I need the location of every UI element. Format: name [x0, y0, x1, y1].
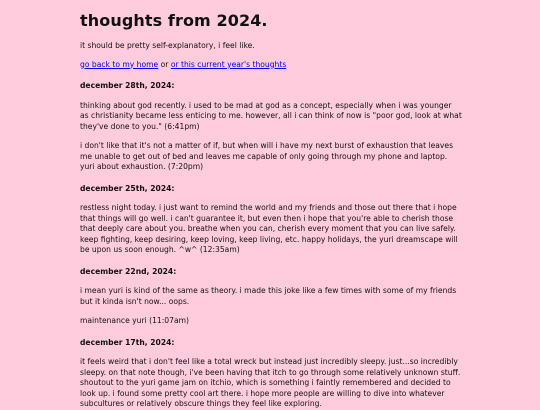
entry-paragraph: i don't like that it's not a matter of if, but when will i have my next burst of exhaustion that leaves me unable to get out of bed and leaves me capable of only going through my phone and laptop. yuri about exhaustion. (7:20pm)	[80, 141, 454, 171]
entry-paragraph: i mean yuri is kind of the same as theory. i made this joke like a few times with some of my friends but it kinda isn't now... oops.	[80, 286, 457, 306]
current-year-link[interactable]: or this current year's thoughts	[170, 59, 287, 69]
entry-date: december 17th, 2024:	[80, 337, 175, 347]
entry-3	[80, 338, 462, 410]
entry-paragraph: thinking about god recently. i used to be mad at god as a concept, especially when i was younger as christianity became less enticing to me. however, all i can think of now is "poor god, look at what they've done to you." (6:41pm)	[80, 100, 462, 131]
entry-0	[80, 81, 462, 173]
or-text: or	[158, 59, 171, 69]
entry-paragraph: it feels weird that i don't feel like a total wreck but instead just incredibly sleepy. just...so incredibly sleepy. on that note though, i've been having that itch to go through some relatively unknown stuff. shoutout to the yuri game jam on itchio, which is something i faintly remembered and decided to look up. i found some pretty cool art there. i hope more people are willing to dive into whatever subcultures or relatively obscure things they feel like exploring.	[80, 357, 461, 408]
entry-date: december 22nd, 2024:	[80, 266, 177, 276]
entry-paragraph: restless night today. i just want to remind the world and my friends and those out there that i hope that things will go well. i can't guarantee it, but even then i hope that you're able to cherish those that deeply care about you. breathe when you can, cherish every moment that you can live safely. keep fighting, keep desiring, keep loving, keep living, etc. happy holidays, the yuri dreamscape will be upon us soon enough. ^w^ (12:35am)	[80, 203, 458, 254]
entry-1	[80, 184, 462, 256]
entry-date: december 28th, 2024:	[80, 81, 175, 90]
nav-links	[80, 60, 462, 71]
entry-date: december 25th, 2024:	[80, 183, 175, 193]
entry-paragraph: maintenance yuri (11:07am)	[80, 316, 189, 325]
entry-2	[80, 267, 462, 327]
home-link[interactable]: go back to my home	[80, 59, 159, 69]
page-title: thoughts from 2024.	[80, 11, 268, 30]
page-content	[80, 0, 462, 410]
intro-text: it should be pretty self-explanatory, i feel like.	[80, 41, 255, 50]
